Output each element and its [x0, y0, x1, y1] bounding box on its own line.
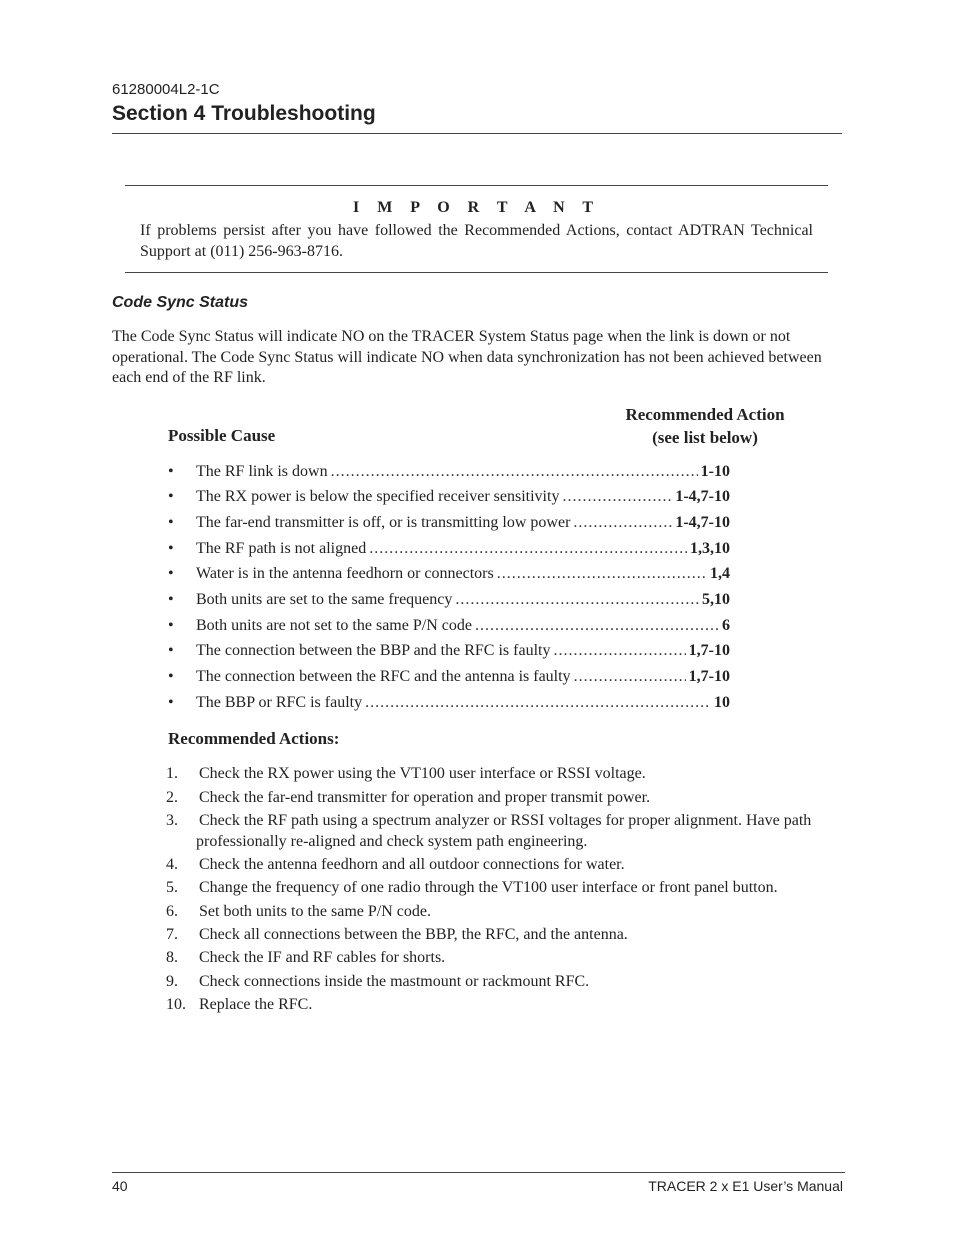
- cause-row: [168, 462, 730, 482]
- cause-text: The far-end transmitter is off, or is transmitting low power: [196, 514, 571, 531]
- cause-actions-ref: 1,4: [710, 565, 730, 582]
- cause-row: [168, 616, 730, 636]
- bullet: •: [168, 694, 174, 711]
- cause-text: The BBP or RFC is faulty: [196, 694, 363, 711]
- manual-title: TRACER 2 x E1 User’s Manual: [648, 1178, 843, 1194]
- cause-actions-ref: 6: [722, 617, 730, 634]
- important-notice: [125, 185, 828, 273]
- cause-text: The RX power is below the specified receiver sensitivity: [196, 488, 560, 505]
- action-text: Set both units to the same P/N code.: [199, 903, 431, 920]
- bullet: •: [168, 463, 174, 480]
- recommended-action-header-line1: Recommended Action: [625, 405, 785, 424]
- action-text: Check the RX power using the VT100 user interface or RSSI voltage.: [199, 765, 646, 782]
- action-number: 4.: [166, 856, 178, 873]
- action-text: Check the IF and RF cables for shorts.: [199, 949, 446, 966]
- cause-text: The connection between the BBP and the RFC is faulty: [196, 642, 551, 659]
- document-id: 61280004L2-1C: [112, 81, 220, 98]
- cause-row: [168, 513, 730, 533]
- action-item: [166, 924, 832, 945]
- cause-text: The RF link is down: [196, 463, 328, 480]
- cause-actions-ref: 1-4,7-10: [675, 488, 730, 505]
- action-text: Replace the RFC.: [199, 996, 313, 1013]
- action-number: 8.: [166, 949, 178, 966]
- action-number: 7.: [166, 926, 178, 943]
- bullet: •: [168, 617, 174, 634]
- recommended-actions-heading: Recommended Actions:: [168, 729, 340, 748]
- recommended-action-header: [608, 403, 802, 449]
- dot-leader: [562, 487, 672, 507]
- recommended-action-header-line2: (see list below): [652, 428, 758, 447]
- cause-text: The RF path is not aligned: [196, 540, 367, 557]
- cause-text: The connection between the RFC and the antenna is faulty: [196, 668, 571, 685]
- important-title: I M P O R T A N T: [352, 199, 601, 216]
- action-item: [166, 947, 832, 968]
- page-number: 40: [112, 1178, 128, 1194]
- cause-text: Water is in the antenna feedhorn or connectors: [196, 565, 494, 582]
- action-text: Change the frequency of one radio through the VT100 user interface or front panel button.: [199, 879, 778, 896]
- cause-row: [168, 667, 730, 687]
- action-item: [166, 877, 832, 898]
- cause-actions-ref: 1,7-10: [688, 668, 730, 685]
- dot-leader: [455, 590, 699, 610]
- cause-actions-ref: 1-4,7-10: [675, 514, 730, 531]
- action-number: 9.: [166, 973, 178, 990]
- cause-actions-ref: 10: [714, 694, 730, 711]
- action-text: Check the far-end transmitter for operation and proper transmit power.: [199, 789, 651, 806]
- cause-row: [168, 641, 730, 661]
- action-number: 3.: [166, 812, 178, 829]
- action-text: Check the antenna feedhorn and all outdoor connections for water.: [199, 856, 625, 873]
- action-number: 5.: [166, 879, 178, 896]
- cause-row: [168, 539, 730, 559]
- action-text: Check connections inside the mastmount or rackmount RFC.: [199, 973, 590, 990]
- action-item: [166, 787, 832, 808]
- bullet: •: [168, 514, 174, 531]
- bullet: •: [168, 540, 174, 557]
- cause-row: [168, 564, 730, 584]
- dot-leader: [365, 693, 711, 713]
- action-item: [166, 994, 832, 1015]
- bullet: •: [168, 642, 174, 659]
- intro-paragraph: The Code Sync Status will indicate NO on the TRACER System Status page when the link is down or not operational. The Code Sync Status will indicate NO when data synchronization has not been achieved between each end of the RF link.: [112, 328, 822, 386]
- cause-row: [168, 487, 730, 507]
- action-item: [166, 901, 832, 922]
- dot-leader: [369, 539, 687, 559]
- action-item: [166, 971, 832, 992]
- cause-text: Both units are not set to the same P/N code: [196, 617, 472, 634]
- important-text: If problems persist after you have followed the Recommended Actions, contact ADTRAN Technical Support at (011) 256-963-8716.: [140, 222, 813, 260]
- cause-actions-ref: 1,7-10: [688, 642, 730, 659]
- action-number: 2.: [166, 789, 178, 806]
- action-item: [166, 854, 832, 875]
- action-item: [166, 763, 832, 784]
- subsection-title: Code Sync Status: [112, 294, 249, 311]
- cause-row: [168, 590, 730, 610]
- bullet: •: [168, 668, 174, 685]
- action-item: [166, 810, 832, 852]
- cause-actions-ref: 5,10: [702, 591, 730, 608]
- possible-cause-header: Possible Cause: [168, 426, 276, 445]
- action-text: Check the RF path using a spectrum analyzer or RSSI voltages for proper alignment. Have path professionally re-aligned and check system path engineering.: [196, 812, 812, 850]
- cause-row: [168, 693, 730, 713]
- dot-leader: [497, 564, 707, 584]
- cause-actions-ref: 1,3,10: [690, 540, 730, 557]
- cause-text: Both units are set to the same frequency: [196, 591, 453, 608]
- action-number: 10.: [166, 996, 186, 1013]
- bullet: •: [168, 488, 174, 505]
- action-text: Check all connections between the BBP, the RFC, and the antenna.: [199, 926, 628, 943]
- dot-leader: [573, 513, 672, 533]
- dot-leader: [331, 462, 698, 482]
- action-number: 1.: [166, 765, 178, 782]
- dot-leader: [574, 667, 686, 687]
- footer-divider: [112, 1172, 845, 1173]
- header-divider: [112, 133, 842, 134]
- bullet: •: [168, 591, 174, 608]
- dot-leader: [475, 616, 719, 636]
- action-number: 6.: [166, 903, 178, 920]
- cause-actions-ref: 1-10: [700, 463, 730, 480]
- dot-leader: [553, 641, 685, 661]
- section-title: Section 4 Troubleshooting: [112, 102, 376, 125]
- bullet: •: [168, 565, 174, 582]
